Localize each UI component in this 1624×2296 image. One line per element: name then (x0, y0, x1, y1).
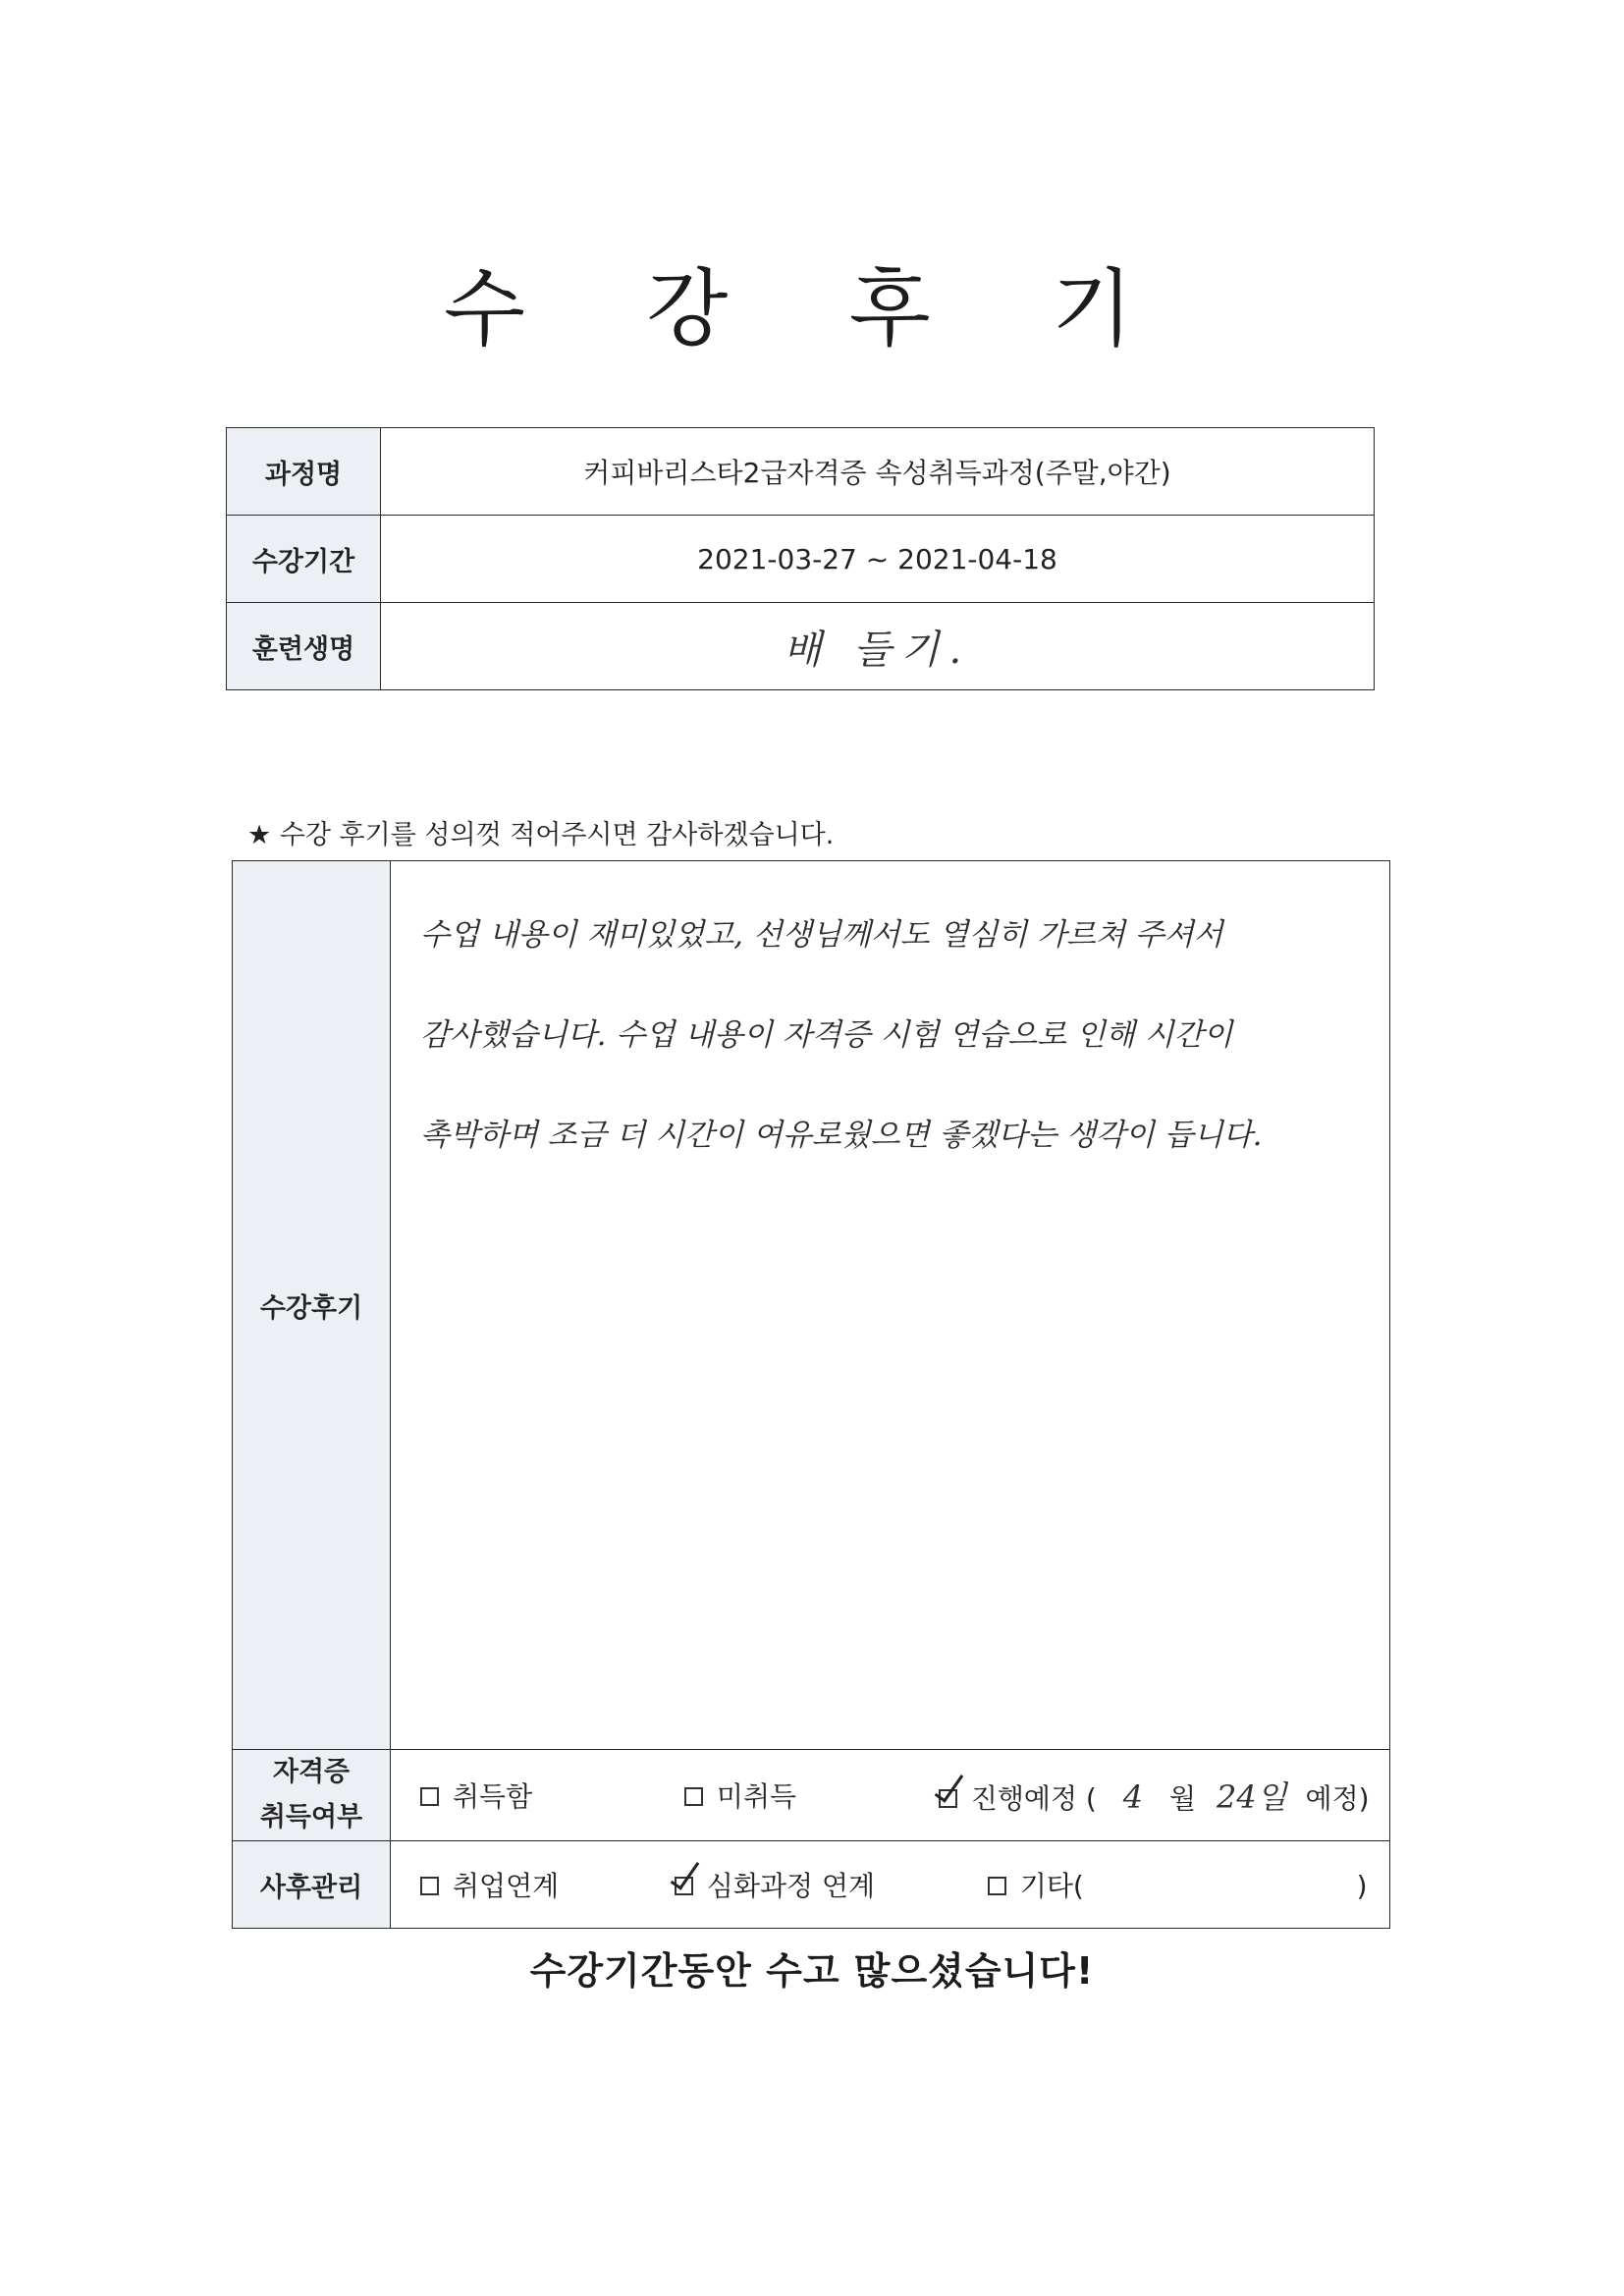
option-other-label: 기타( (1019, 1870, 1084, 1902)
review-text-area (391, 861, 1390, 1750)
certification-label (233, 1750, 391, 1841)
month-unit: 월 (1169, 1782, 1197, 1815)
review-line-1: 수업 내용이 재미있었고, 선생님께서도 열심히 가르쳐 주셔서 (420, 917, 1223, 953)
course-info-table (226, 427, 1375, 690)
review-table (232, 860, 1390, 1929)
planned-day-handwritten: 24일 (1216, 1778, 1287, 1816)
period-row (227, 516, 1375, 603)
option-other[interactable] (988, 1865, 1368, 1904)
aftercare-label: 사후관리 (233, 1841, 391, 1929)
period-label: 수강기간 (227, 516, 381, 603)
option-not-acquired[interactable] (684, 1776, 930, 1815)
checkbox-advanced-checked[interactable] (675, 1877, 693, 1895)
trainee-value-cell (381, 603, 1375, 690)
option-advanced-label: 심화과정 연계 (706, 1870, 876, 1902)
checkbox-not-acquired[interactable] (684, 1787, 703, 1806)
option-planned-label: 진행예정 ( (970, 1782, 1097, 1815)
page-title: 수 강 후 기 (443, 260, 1181, 358)
period-value: 2021-03-27 ~ 2021-04-18 (381, 516, 1375, 603)
option-employment[interactable] (420, 1865, 666, 1904)
checkbox-acquired[interactable] (420, 1787, 439, 1806)
footer-message: 수강기간동안 수고 많으셨습니다! (529, 1949, 1095, 1993)
review-line-3: 촉박하며 조금 더 시간이 여유로웠으면 좋겠다는 생각이 듭니다. (420, 1118, 1263, 1153)
option-acquired[interactable] (420, 1776, 676, 1815)
option-acquired-label: 취득함 (453, 1780, 533, 1813)
certification-options (391, 1750, 1390, 1841)
checkbox-other[interactable] (988, 1877, 1006, 1895)
trainee-row (227, 603, 1375, 690)
option-advanced[interactable] (675, 1865, 979, 1904)
planned-month-handwritten: 4 (1122, 1778, 1144, 1816)
aftercare-options (391, 1841, 1390, 1929)
review-line-2: 감사했습니다. 수업 내용이 자격증 시험 연습으로 인해 시간이 (420, 1017, 1233, 1053)
option-planned[interactable] (939, 1773, 1370, 1818)
course-row (227, 428, 1375, 516)
certification-row (233, 1750, 1390, 1841)
option-planned-suffix: 예정) (1305, 1782, 1370, 1815)
option-not-acquired-label: 미취득 (716, 1780, 797, 1813)
option-other-close: ) (1356, 1870, 1368, 1902)
trainee-name-handwritten: 배 들기. (783, 627, 972, 673)
trainee-label: 훈련생명 (227, 603, 381, 690)
checkbox-employment[interactable] (420, 1877, 439, 1895)
instruction-note: ★ 수강 후기를 성의껏 적어주시면 감사하겠습니다. (247, 820, 835, 850)
option-employment-label: 취업연계 (453, 1870, 560, 1902)
certification-label-line2: 취득여부 (259, 1802, 363, 1832)
review-row (233, 861, 1390, 1750)
course-label: 과정명 (227, 428, 381, 516)
checkbox-planned-checked[interactable] (939, 1789, 957, 1808)
aftercare-row (233, 1841, 1390, 1929)
certification-label-line1: 자격증 (272, 1757, 351, 1787)
review-label: 수강후기 (233, 861, 391, 1750)
course-value: 커피바리스타2급자격증 속성취득과정(주말,야간) (381, 428, 1375, 516)
